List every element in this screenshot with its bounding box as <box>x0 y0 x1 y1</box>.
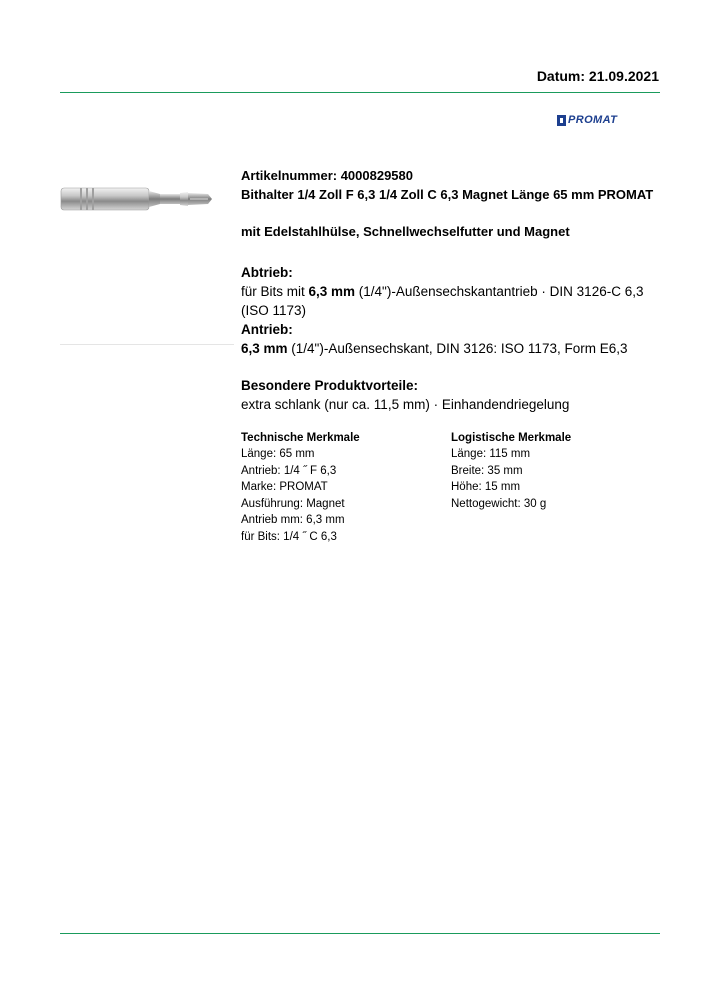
antrieb-heading: Antrieb: <box>241 322 293 337</box>
antrieb-post: (1/4")-Außensechskant, DIN 3126: ISO 1173, Form E6,3 <box>287 341 628 356</box>
product-title: Bithalter 1/4 Zoll F 6,3 1/4 Zoll C 6,3 Magnet Länge 65 mm PROMAT <box>241 187 654 202</box>
antrieb-bold: 6,3 mm <box>241 341 288 356</box>
antrieb-text <box>241 339 671 358</box>
technical-column <box>241 430 451 546</box>
bit-holder-image <box>60 182 220 218</box>
abtrieb-heading: Abtrieb: <box>241 265 293 280</box>
technical-row: Länge: 65 mm <box>241 448 315 460</box>
technical-row: Ausführung: Magnet <box>241 497 345 510</box>
product-content <box>241 166 671 414</box>
technical-heading: Technische Merkmale <box>241 432 360 444</box>
logistic-row: Länge: 115 mm <box>451 448 531 460</box>
brand-logo-mark <box>557 115 566 126</box>
technical-row: Marke: PROMAT <box>241 481 328 494</box>
spacer <box>241 204 671 222</box>
benefits-text: extra schlank (nur ca. 11,5 mm) · Einhandendriegelung <box>241 397 570 412</box>
logistic-row: Breite: 35 mm <box>451 464 523 477</box>
benefits-heading: Besondere Produktvorteile: <box>241 378 419 393</box>
spacer <box>241 358 671 376</box>
footer-divider <box>60 933 660 934</box>
logistic-heading: Logistische Merkmale <box>451 432 572 444</box>
article-number: Artikelnummer: 4000829580 <box>241 168 413 183</box>
logistic-row: Nettogewicht: 30 g <box>451 497 547 510</box>
specs-table <box>241 430 661 546</box>
abtrieb-pre: für Bits mit <box>241 284 309 299</box>
logistic-row: Höhe: 15 mm <box>451 481 521 494</box>
header-divider <box>60 92 660 93</box>
abtrieb-post: (1/4")-Außensechskantantrieb · DIN 3126-C 6,3 (ISO 1173) <box>241 284 644 318</box>
brand-logo-text: PROMAT <box>568 114 618 126</box>
technical-row: Antrieb mm: 6,3 mm <box>241 514 345 527</box>
image-divider <box>60 344 234 345</box>
abtrieb-bold: 6,3 mm <box>308 284 356 299</box>
technical-row: Antrieb: 1/4 ˝ F 6,3 <box>241 464 337 477</box>
brand-logo <box>557 114 617 126</box>
product-subtitle: mit Edelstahlhülse, Schnellwechselfutter und Magnet <box>241 224 570 239</box>
abtrieb-text <box>241 282 671 320</box>
product-image <box>60 182 220 223</box>
spacer <box>241 241 671 263</box>
technical-row: für Bits: 1/4 ˝ C 6,3 <box>241 530 337 543</box>
logistic-column <box>451 430 661 546</box>
document-date: Datum: 21.09.2021 <box>536 68 659 84</box>
